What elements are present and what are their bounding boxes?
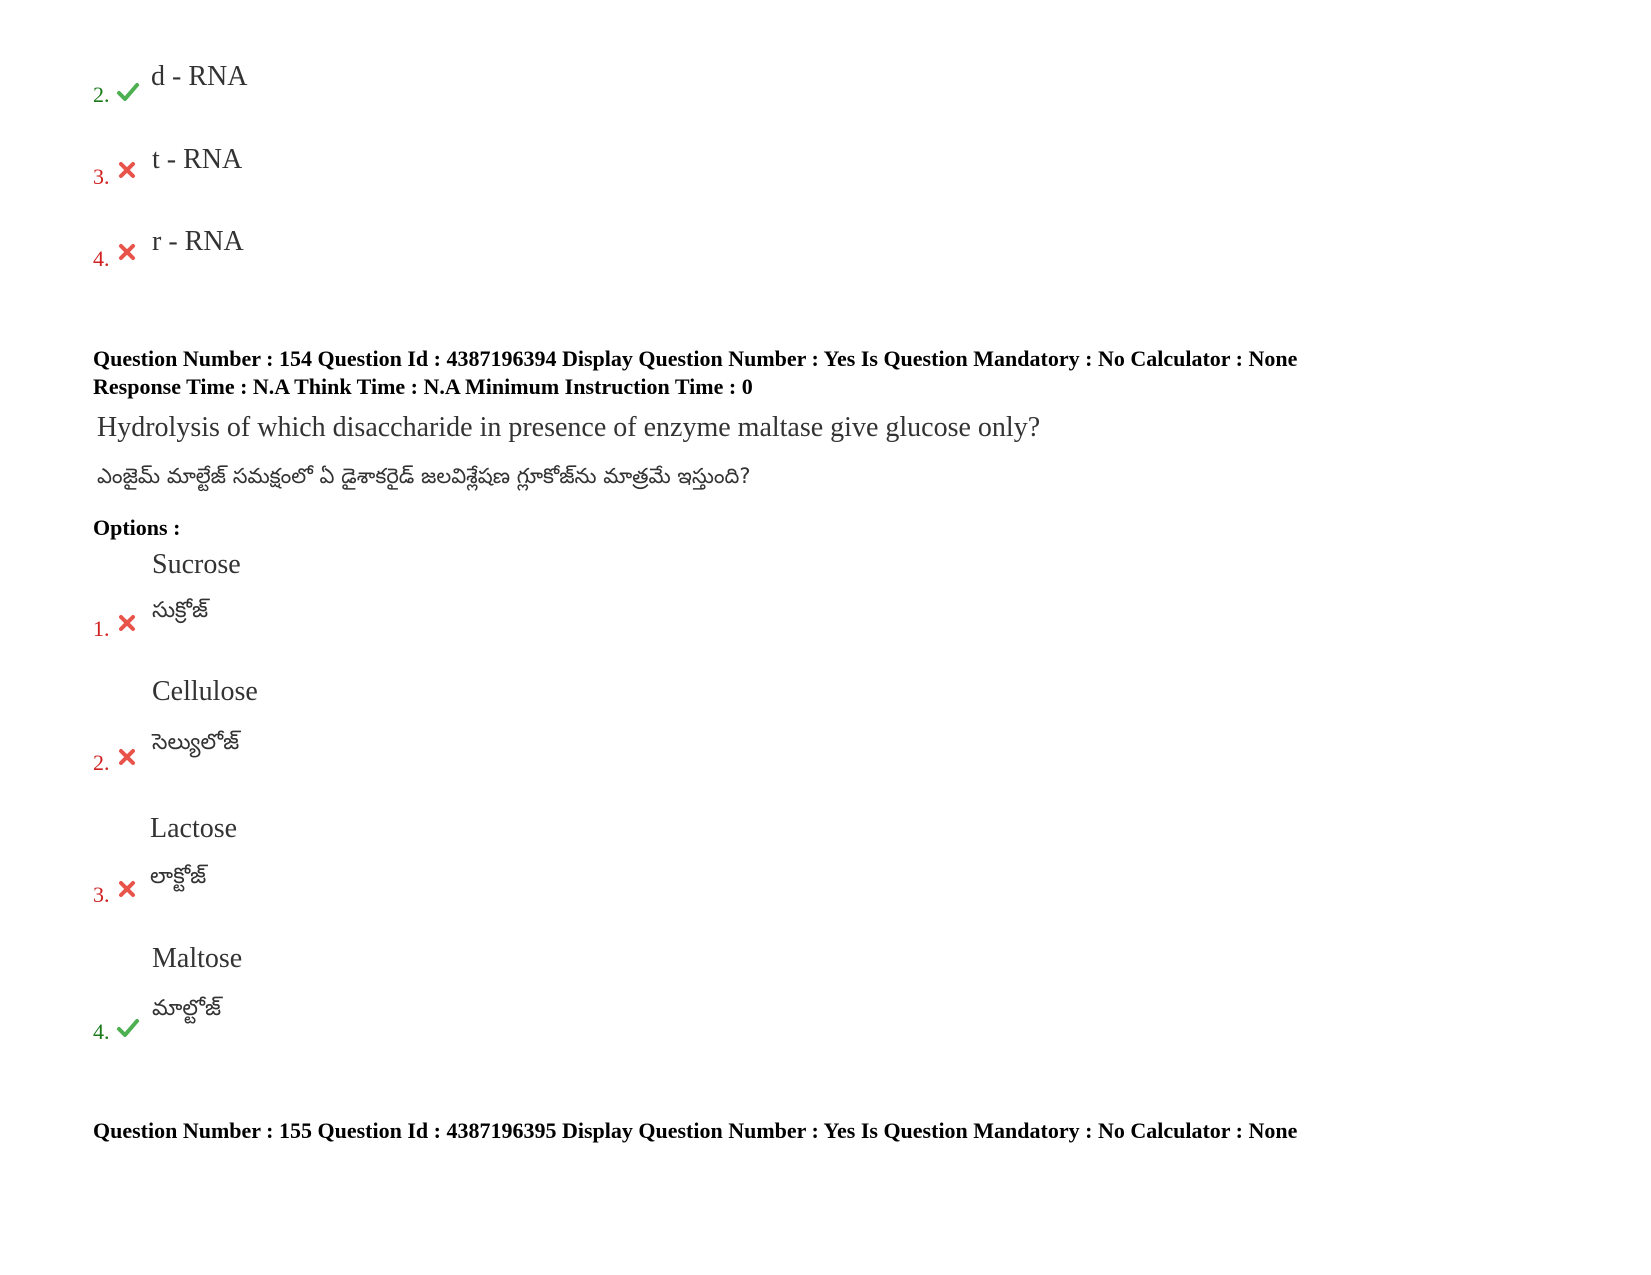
option-number: 4.: [93, 1019, 110, 1044]
option-text-telugu: లాక్టోజ్: [150, 864, 207, 889]
option-text-english: Cellulose: [152, 676, 258, 707]
option-number: 3.: [93, 164, 110, 189]
question-text-telugu: ఎంజైమ్ మాల్టేజ్ సమక్షంలో ఏ డైశాకరైడ్ జలవిశ్లేషణ గ్లూకోజ్‌ను మాత్రమే ఇస్తుంది?: [97, 464, 751, 488]
cross-icon: [117, 879, 141, 903]
option-text-english: Lactose: [150, 813, 238, 844]
question-meta-line1: Question Number : 155 Question Id : 4387196395 Display Question Number : Yes Is Question Mandatory : No Calculator : None: [93, 1118, 1298, 1143]
check-icon: [116, 80, 140, 104]
option-text-english: Sucrose: [152, 549, 241, 580]
option-number: 1.: [93, 616, 110, 641]
cross-icon: [117, 747, 141, 771]
option-number: 2.: [93, 82, 110, 107]
cross-icon: [117, 242, 141, 266]
question-meta-line1: Question Number : 154 Question Id : 4387196394 Display Question Number : Yes Is Question Mandatory : No Calculator : None: [93, 346, 1298, 371]
option-number: 2.: [93, 750, 110, 775]
option-text: t - RNA: [152, 144, 243, 175]
option-number: 3.: [93, 882, 110, 907]
question-meta-line2: Response Time : N.A Think Time : N.A Minimum Instruction Time : 0: [93, 374, 753, 399]
option-number: 4.: [93, 246, 110, 271]
option-text: d - RNA: [151, 61, 248, 92]
option-text: r - RNA: [152, 226, 244, 257]
cross-icon: [117, 613, 141, 637]
options-label: Options :: [93, 515, 181, 540]
option-text-english: Maltose: [152, 943, 243, 974]
option-text-telugu: సుక్రోజ్: [152, 598, 209, 623]
question-text-english: Hydrolysis of which disaccharide in presence of enzyme maltase give glucose only?: [97, 412, 1041, 443]
cross-icon: [117, 160, 141, 184]
option-text-telugu: సెల్యులోజ్: [152, 730, 240, 755]
check-icon: [116, 1016, 140, 1040]
option-text-telugu: మాల్టోజ్: [152, 996, 222, 1021]
